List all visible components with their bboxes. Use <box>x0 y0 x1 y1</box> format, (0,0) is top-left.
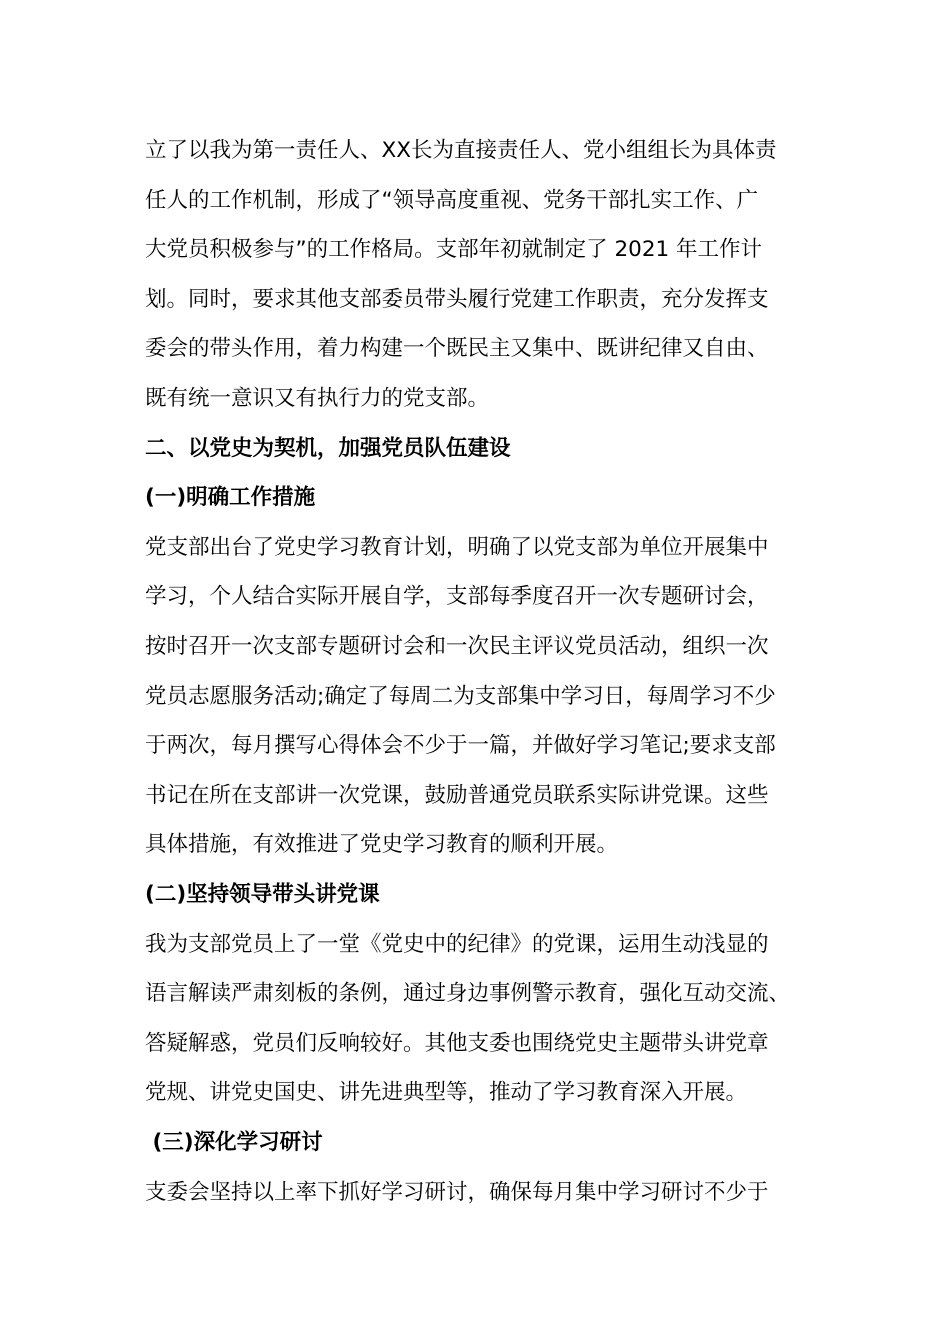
paragraph-line: 具体措施，有效推进了党史学习教育的顺利开展。 <box>145 832 619 857</box>
section-heading: 二、以党史为契机，加强党员队伍建设 <box>145 436 511 461</box>
subsection-heading: (一)明确工作措施 <box>145 485 316 510</box>
paragraph-line: 支委会坚持以上率下抓好学习研讨，确保每月集中学习研讨不少于 <box>145 1180 769 1205</box>
subsection-heading: (二)坚持领导带头讲党课 <box>145 882 380 907</box>
paragraph-line: 于两次，每月撰写心得体会不少于一篇，并做好学习笔记;要求支部 <box>145 733 776 758</box>
subsection-heading: (三)深化学习研讨 <box>145 1130 323 1155</box>
paragraph-line: 任人的工作机制，形成了“领导高度重视、党务干部扎实工作、广 <box>145 188 759 213</box>
paragraph-line: 我为支部党员上了一堂《党史中的纪律》的党课，运用生动浅显的 <box>145 932 769 957</box>
paragraph-line: 划。同时，要求其他支部委员带头履行党建工作职责，充分发挥支 <box>145 287 769 312</box>
paragraph-line: 既有统一意识又有执行力的党支部。 <box>145 386 490 411</box>
paragraph-line: 学习，个人结合实际开展自学，支部每季度召开一次专题研讨会， <box>145 584 769 609</box>
paragraph-line: 书记在所在支部讲一次党课，鼓励普通党员联系实际讲党课。这些 <box>145 783 769 808</box>
paragraph-line: 党规、讲党史国史、讲先进典型等，推动了学习教育深入开展。 <box>145 1080 748 1105</box>
paragraph-line: 语言解读严肃刻板的条例，通过身边事例警示教育，强化互动交流、 <box>145 981 791 1006</box>
paragraph-line: 党支部出台了党史学习教育计划，明确了以党支部为单位开展集中 <box>145 535 769 560</box>
paragraph-line: 按时召开一次支部专题研讨会和一次民主评议党员活动，组织一次 <box>145 634 769 659</box>
paragraph-line: 答疑解惑，党员们反响较好。其他支委也围绕党史主题带头讲党章 <box>145 1031 769 1056</box>
paragraph-line: 立了以我为第一责任人、XX长为直接责任人、党小组组长为具体责 <box>145 138 777 163</box>
paragraph-line: 大党员积极参与”的工作格局。支部年初就制定了 2021 年工作计 <box>145 237 763 262</box>
paragraph-line: 党员志愿服务活动;确定了每周二为支部集中学习日，每周学习不少 <box>145 684 776 709</box>
paragraph-line: 委会的带头作用，着力构建一个既民主又集中、既讲纪律又自由、 <box>145 336 769 361</box>
